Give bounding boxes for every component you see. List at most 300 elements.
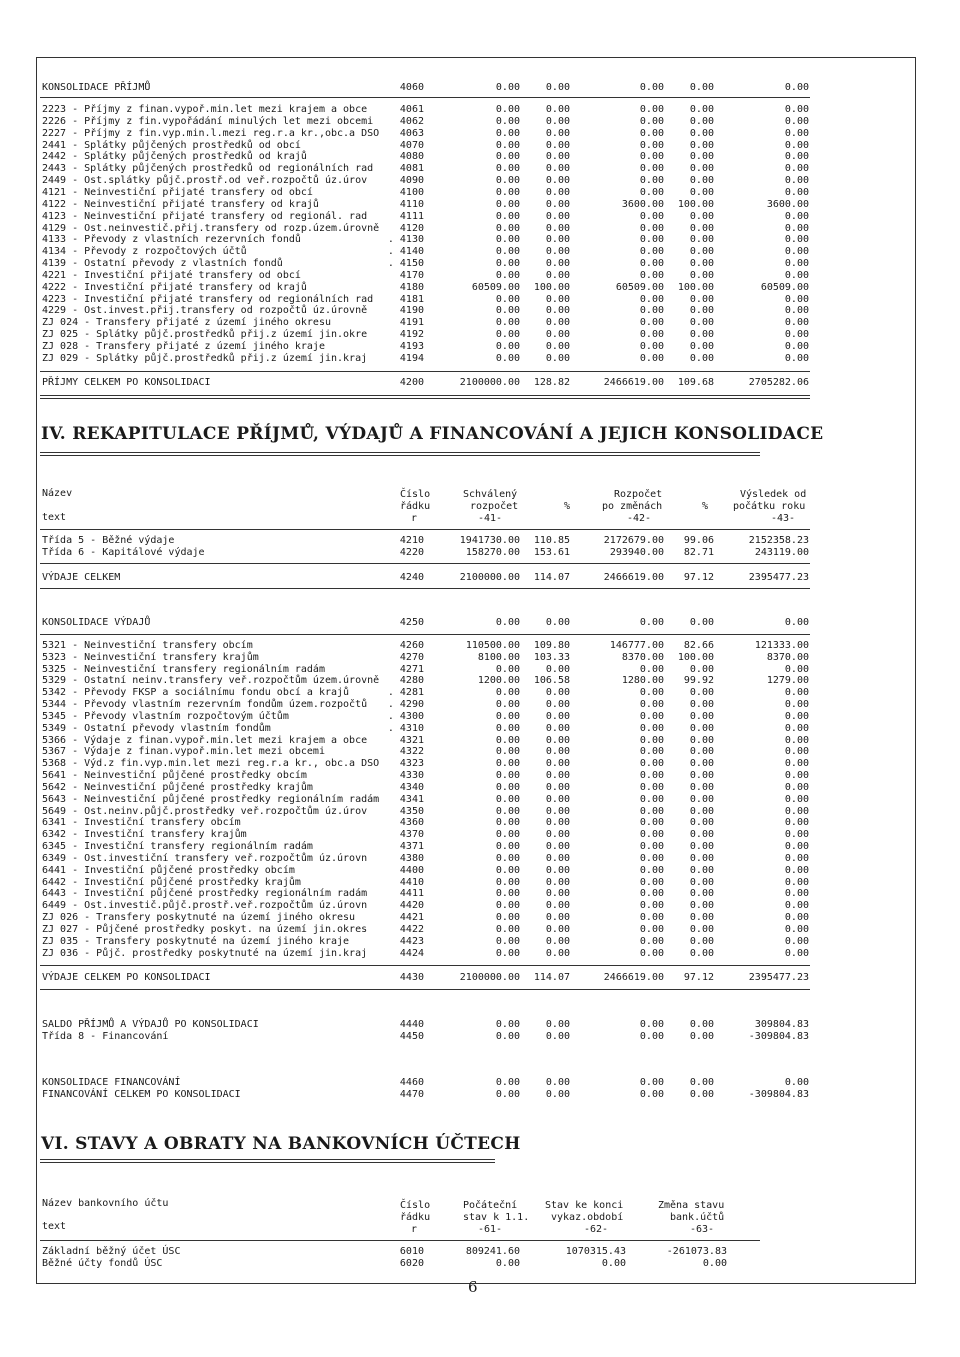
table-row bbox=[0, 770, 960, 782]
pct-adjusted: 0.00 bbox=[689, 617, 714, 628]
row-number: 4424 bbox=[399, 947, 424, 959]
value-adjusted: 0.00 bbox=[639, 234, 664, 246]
table-row bbox=[0, 140, 960, 152]
pct-approved: 109.80 bbox=[533, 640, 570, 651]
financing-total-row bbox=[0, 1089, 960, 1101]
pct-approved: 0.00 bbox=[545, 699, 570, 711]
pct-adjusted: 0.00 bbox=[689, 329, 714, 341]
row-label: 5649 - Ost.neinv.půjč.prostředky veř.rozpočtům úz.úrov bbox=[42, 805, 368, 817]
row-number: 4400 bbox=[399, 864, 424, 876]
balance-change: 0.00 bbox=[702, 1258, 727, 1269]
heading-underline-vi bbox=[40, 1159, 495, 1163]
row-label: ZJ 029 - Splátky půjč.prostředků přij.z území jin.kraj bbox=[42, 352, 368, 364]
pct-adjusted: 0.00 bbox=[689, 1019, 714, 1030]
pct-adjusted: 0.00 bbox=[689, 352, 714, 364]
bank-account-row bbox=[0, 1258, 960, 1270]
value-result: 0.00 bbox=[784, 317, 809, 329]
value-approved: 0.00 bbox=[495, 1077, 520, 1088]
pct-approved: 153.61 bbox=[533, 547, 570, 558]
heading-underline bbox=[40, 452, 760, 456]
value-approved: 2100000.00 bbox=[459, 972, 520, 983]
value-approved: 2100000.00 bbox=[459, 572, 520, 583]
table-row bbox=[0, 199, 960, 211]
value-result: 0.00 bbox=[784, 758, 809, 770]
pct-approved: 0.00 bbox=[545, 175, 570, 187]
row-number: 4341 bbox=[399, 793, 424, 805]
row-label: ZJ 035 - Transfery poskytnuté na území jiného kraje bbox=[42, 935, 350, 947]
value-approved: 158270.00 bbox=[465, 547, 520, 558]
value-approved: 0.00 bbox=[495, 734, 520, 746]
pct-approved: 0.00 bbox=[545, 293, 570, 305]
value-result: 0.00 bbox=[784, 912, 809, 924]
rule bbox=[40, 634, 810, 635]
row-label: 5643 - Neinvestiční půjčené prostředky regionálním radám bbox=[42, 793, 380, 805]
row-number: . 4300 bbox=[387, 710, 424, 722]
table-row bbox=[0, 865, 960, 877]
pct-adjusted: 0.00 bbox=[689, 1031, 714, 1042]
pct-approved: 0.00 bbox=[545, 115, 570, 127]
row-label: 5321 - Neinvestiční transfery obcím bbox=[42, 640, 253, 651]
value-adjusted: 0.00 bbox=[639, 746, 664, 758]
row-number: . 4140 bbox=[387, 246, 424, 258]
row-label: 4129 - Ost.neinvestič.přij.transfery od rozp.územ.úrovně bbox=[42, 222, 380, 234]
row-number: 4322 bbox=[399, 746, 424, 758]
value-adjusted: 0.00 bbox=[639, 864, 664, 876]
row-label: 2449 - Ost.splátky půjč.prostř.od veř.rozpočtů úz.úrov bbox=[42, 175, 368, 187]
pct-adjusted: 0.00 bbox=[689, 864, 714, 876]
pct-adjusted: 0.00 bbox=[689, 305, 714, 317]
col-header-result-1: Výsledek od bbox=[740, 489, 807, 500]
pct-adjusted: 0.00 bbox=[689, 687, 714, 699]
row-number: 4192 bbox=[399, 329, 424, 341]
value-approved: 0.00 bbox=[495, 817, 520, 829]
value-result: 0.00 bbox=[784, 234, 809, 246]
pct-approved: 0.00 bbox=[545, 186, 570, 198]
pct-approved: 0.00 bbox=[545, 317, 570, 329]
value-adjusted: 0.00 bbox=[639, 1019, 664, 1030]
value-adjusted: 293940.00 bbox=[609, 547, 664, 558]
row-number: 4240 bbox=[399, 572, 424, 583]
value-approved: 0.00 bbox=[495, 82, 520, 93]
col-header-pct2: % bbox=[702, 501, 709, 512]
table-row bbox=[0, 924, 960, 936]
pct-approved: 0.00 bbox=[545, 663, 570, 675]
row-number: 4450 bbox=[399, 1031, 424, 1042]
bank-col-header-change-2: bank.účtů bbox=[670, 1212, 725, 1223]
pct-adjusted: 0.00 bbox=[689, 115, 714, 127]
row-label: 4229 - Ost.invest.přij.transfery od rozpočtů úz.úrovně bbox=[42, 305, 368, 317]
account-name: Základní běžný účet ÚSC bbox=[42, 1246, 181, 1257]
pct-approved: 0.00 bbox=[545, 210, 570, 222]
pct-adjusted: 97.12 bbox=[683, 972, 714, 983]
pct-adjusted: 100.00 bbox=[677, 281, 714, 293]
pct-approved: 0.00 bbox=[545, 935, 570, 947]
table-row bbox=[0, 888, 960, 900]
row-number: 4370 bbox=[399, 829, 424, 841]
pct-adjusted: 97.12 bbox=[683, 572, 714, 583]
row-label: 2226 - Příjmy z fin.vypořádání minulých let mezi obcemi bbox=[42, 115, 374, 127]
pct-approved: 0.00 bbox=[545, 793, 570, 805]
pct-adjusted: 82.71 bbox=[683, 547, 714, 558]
pct-adjusted: 0.00 bbox=[689, 793, 714, 805]
row-number: . 4150 bbox=[387, 258, 424, 270]
pct-approved: 0.00 bbox=[545, 876, 570, 888]
row-number: . 4281 bbox=[387, 687, 424, 699]
pct-adjusted: 0.00 bbox=[689, 770, 714, 782]
value-adjusted: 0.00 bbox=[639, 900, 664, 912]
value-result: 2395477.23 bbox=[748, 572, 809, 583]
pct-approved: 0.00 bbox=[545, 352, 570, 364]
pct-approved: 0.00 bbox=[545, 841, 570, 853]
pct-adjusted: 0.00 bbox=[689, 722, 714, 734]
value-result: 0.00 bbox=[784, 1077, 809, 1088]
bank-header-rule bbox=[40, 1240, 760, 1241]
rule bbox=[40, 97, 810, 98]
col-header-approved-3: -41- bbox=[478, 513, 503, 524]
value-result: 8370.00 bbox=[766, 651, 809, 663]
value-result: 3600.00 bbox=[766, 198, 809, 210]
pct-adjusted: 0.00 bbox=[689, 210, 714, 222]
row-label: 2442 - Splátky půjčených prostředků od krajů bbox=[42, 151, 307, 163]
table-row bbox=[0, 711, 960, 723]
value-result: 2705282.06 bbox=[748, 377, 809, 388]
pct-adjusted: 0.00 bbox=[689, 829, 714, 841]
value-result: 0.00 bbox=[784, 104, 809, 115]
class-row bbox=[0, 535, 960, 547]
value-adjusted: 0.00 bbox=[639, 222, 664, 234]
value-result: 0.00 bbox=[784, 82, 809, 93]
value-result: 0.00 bbox=[784, 352, 809, 364]
value-result: 0.00 bbox=[784, 305, 809, 317]
pct-adjusted: 0.00 bbox=[689, 734, 714, 746]
bank-col-header-end-3: -62- bbox=[584, 1224, 609, 1235]
pct-approved: 0.00 bbox=[545, 269, 570, 281]
table-row bbox=[0, 353, 960, 365]
pct-adjusted: 99.06 bbox=[683, 535, 714, 546]
value-approved: 0.00 bbox=[495, 1019, 520, 1030]
pct-adjusted: 109.68 bbox=[677, 377, 714, 388]
row-number: 4350 bbox=[399, 805, 424, 817]
row-number: 4460 bbox=[399, 1077, 424, 1088]
pct-adjusted: 0.00 bbox=[689, 900, 714, 912]
value-adjusted: 0.00 bbox=[639, 151, 664, 163]
pct-adjusted: 0.00 bbox=[689, 923, 714, 935]
value-adjusted: 0.00 bbox=[639, 210, 664, 222]
table-row bbox=[0, 853, 960, 865]
row-number: 4090 bbox=[399, 175, 424, 187]
pct-approved: 0.00 bbox=[545, 104, 570, 115]
expenses-after-consolidation-row bbox=[0, 972, 960, 984]
table-row bbox=[0, 652, 960, 664]
row-label: 4221 - Investiční přijaté transfery od obcí bbox=[42, 269, 301, 281]
table-row bbox=[0, 163, 960, 175]
value-adjusted: 0.00 bbox=[639, 1089, 664, 1100]
row-number: 4440 bbox=[399, 1019, 424, 1030]
row-label: 5329 - Ostatní neinv.transfery veř.rozpočtům územ.úrovně bbox=[42, 675, 380, 687]
value-result: 0.00 bbox=[784, 829, 809, 841]
row-number: 4194 bbox=[399, 352, 424, 364]
rule bbox=[40, 371, 810, 372]
value-result: 309804.83 bbox=[754, 1019, 809, 1030]
col-header-adjusted-1: Rozpočet bbox=[614, 489, 663, 500]
col-header-result-2: počátku roku bbox=[733, 501, 806, 512]
value-adjusted: 0.00 bbox=[639, 269, 664, 281]
bank-col-header-end-1: Stav ke konci bbox=[545, 1200, 624, 1211]
row-label: Třída 6 - Kapitálové výdaje bbox=[42, 547, 205, 558]
value-approved: 0.00 bbox=[495, 151, 520, 163]
value-result: 0.00 bbox=[784, 341, 809, 352]
table-row bbox=[0, 211, 960, 223]
value-approved: 2100000.00 bbox=[459, 377, 520, 388]
row-number: 6010 bbox=[399, 1246, 424, 1257]
col-header-row-3: r bbox=[411, 513, 418, 524]
value-adjusted: 0.00 bbox=[639, 852, 664, 864]
value-approved: 0.00 bbox=[495, 258, 520, 270]
col-header-pct: % bbox=[564, 501, 571, 512]
row-number: 4111 bbox=[399, 210, 424, 222]
table-row bbox=[0, 900, 960, 912]
row-number: 4411 bbox=[399, 888, 424, 900]
pct-approved: 114.07 bbox=[533, 572, 570, 583]
col-header-approved-2: rozpočet bbox=[470, 501, 519, 512]
value-approved: 0.00 bbox=[495, 912, 520, 924]
row-label: 5342 - Převody FKSP a sociálnímu fondu obcí a krajů bbox=[42, 687, 350, 699]
table-row bbox=[0, 936, 960, 948]
value-approved: 0.00 bbox=[495, 805, 520, 817]
value-approved: 0.00 bbox=[495, 341, 520, 352]
row-label: 2227 - Příjmy z fin.vyp.min.l.mezi reg.r.a kr.,obc.a DSO bbox=[42, 127, 380, 139]
row-label: 6342 - Investiční transfery krajům bbox=[42, 829, 247, 841]
row-label: 6443 - Investiční půjčené prostředky regionálním radám bbox=[42, 888, 368, 900]
pct-approved: 0.00 bbox=[545, 900, 570, 912]
value-adjusted: 0.00 bbox=[639, 617, 664, 628]
value-adjusted: 0.00 bbox=[639, 923, 664, 935]
value-result: 0.00 bbox=[784, 246, 809, 258]
value-approved: 0.00 bbox=[495, 923, 520, 935]
pct-adjusted: 0.00 bbox=[689, 104, 714, 115]
row-label: 4133 - Převody z vlastních rezervních fondů bbox=[42, 234, 301, 246]
value-approved: 0.00 bbox=[495, 246, 520, 258]
pct-adjusted: 0.00 bbox=[689, 222, 714, 234]
row-number: 4061 bbox=[399, 104, 424, 115]
value-approved: 0.00 bbox=[495, 781, 520, 793]
pct-approved: 0.00 bbox=[545, 864, 570, 876]
pct-approved: 0.00 bbox=[545, 710, 570, 722]
value-adjusted: 0.00 bbox=[639, 258, 664, 270]
value-result: 0.00 bbox=[784, 876, 809, 888]
value-approved: 0.00 bbox=[495, 293, 520, 305]
value-result: 0.00 bbox=[784, 329, 809, 341]
value-adjusted: 0.00 bbox=[639, 341, 664, 352]
row-label: 5344 - Převody vlastním rezervním fondům územ.rozpočtů bbox=[42, 699, 368, 711]
table-row bbox=[0, 664, 960, 676]
value-approved: 0.00 bbox=[495, 829, 520, 841]
row-label: KONSOLIDACE PŘÍJMŮ bbox=[42, 82, 151, 93]
pct-adjusted: 100.00 bbox=[677, 651, 714, 663]
value-result: 60509.00 bbox=[760, 281, 809, 293]
row-number: 4081 bbox=[399, 163, 424, 175]
pct-approved: 0.00 bbox=[545, 722, 570, 734]
value-adjusted: 0.00 bbox=[639, 734, 664, 746]
value-result: 0.00 bbox=[784, 127, 809, 139]
row-number: 4100 bbox=[399, 186, 424, 198]
value-result: 2395477.23 bbox=[748, 972, 809, 983]
table-row bbox=[0, 782, 960, 794]
row-number: 4190 bbox=[399, 305, 424, 317]
value-approved: 0.00 bbox=[495, 900, 520, 912]
class-row bbox=[0, 547, 960, 559]
value-result: 0.00 bbox=[784, 163, 809, 175]
pct-adjusted: 82.66 bbox=[683, 640, 714, 651]
row-number: . 4290 bbox=[387, 699, 424, 711]
pct-approved: 0.00 bbox=[545, 151, 570, 163]
row-label: 6449 - Ost.investič.půjč.prostř.veř.rozpočtům úz.úrovn bbox=[42, 900, 368, 912]
value-adjusted: 3600.00 bbox=[621, 198, 664, 210]
initial-balance: 809241.60 bbox=[465, 1246, 520, 1257]
row-label: 5368 - Výd.z fin.vyp.min.let mezi reg.r.a kr., obc.a DSO bbox=[42, 758, 380, 770]
table-row bbox=[0, 735, 960, 747]
value-adjusted: 0.00 bbox=[639, 305, 664, 317]
value-result: 0.00 bbox=[784, 781, 809, 793]
end-balance: 0.00 bbox=[601, 1258, 626, 1269]
pct-adjusted: 0.00 bbox=[689, 293, 714, 305]
income-total-row bbox=[0, 377, 960, 389]
value-result: -309804.83 bbox=[748, 1089, 809, 1100]
table-row bbox=[0, 317, 960, 329]
value-adjusted: 2172679.00 bbox=[603, 535, 664, 546]
value-approved: 0.00 bbox=[495, 175, 520, 187]
row-number: 4323 bbox=[399, 758, 424, 770]
pct-adjusted: 99.92 bbox=[683, 675, 714, 687]
table-row bbox=[0, 640, 960, 652]
row-number: 4193 bbox=[399, 341, 424, 352]
value-approved: 0.00 bbox=[495, 139, 520, 151]
section-iv-heading: IV. REKAPITULACE PŘÍJMŮ, VÝDAJŮ A FINANCOVÁNÍ A JEJICH KONSOLIDACE bbox=[41, 424, 824, 444]
row-label: 6349 - Ost.investiční transfery veř.rozpočtům úz.úrovn bbox=[42, 852, 368, 864]
row-label: 4222 - Investiční přijaté transfery od krajů bbox=[42, 281, 307, 293]
rule bbox=[40, 965, 810, 966]
row-number: 4110 bbox=[399, 198, 424, 210]
row-label: 5323 - Neinvestiční transfery krajům bbox=[42, 651, 259, 663]
value-result: 0.00 bbox=[784, 793, 809, 805]
table-row bbox=[0, 806, 960, 818]
row-number: 4200 bbox=[399, 377, 424, 388]
pct-approved: 0.00 bbox=[545, 758, 570, 770]
table-row bbox=[0, 746, 960, 758]
row-label: 4122 - Neinvestiční přijaté transfery od krajů bbox=[42, 198, 319, 210]
bank-col-header-change-1: Změna stavu bbox=[658, 1200, 725, 1211]
value-result: 0.00 bbox=[784, 817, 809, 829]
account-name: Běžné účty fondů ÚSC bbox=[42, 1258, 163, 1269]
row-number: 4380 bbox=[399, 852, 424, 864]
value-result: 121333.00 bbox=[754, 640, 809, 651]
value-adjusted: 0.00 bbox=[639, 888, 664, 900]
row-label: 4123 - Neinvestiční přijaté transfery od regionál. rad bbox=[42, 210, 368, 222]
value-adjusted: 0.00 bbox=[639, 329, 664, 341]
value-result: 0.00 bbox=[784, 293, 809, 305]
value-result: 1279.00 bbox=[766, 675, 809, 687]
row-label: 2443 - Splátky půjčených prostředků od regionálních rad bbox=[42, 163, 374, 175]
pct-approved: 0.00 bbox=[545, 258, 570, 270]
value-adjusted: 0.00 bbox=[639, 947, 664, 959]
value-adjusted: 0.00 bbox=[639, 663, 664, 675]
col-header-result-3: -43- bbox=[771, 513, 796, 524]
pct-approved: 0.00 bbox=[545, 139, 570, 151]
table-row bbox=[0, 223, 960, 235]
value-adjusted: 0.00 bbox=[639, 912, 664, 924]
table-row bbox=[0, 175, 960, 187]
pct-approved: 0.00 bbox=[545, 1077, 570, 1088]
row-label: ZJ 025 - Splátky půjč.prostředků přij.z území jin.okre bbox=[42, 329, 368, 341]
pct-adjusted: 0.00 bbox=[689, 699, 714, 711]
col-header-name: Název bbox=[42, 488, 73, 499]
value-approved: 0.00 bbox=[495, 710, 520, 722]
value-adjusted: 0.00 bbox=[639, 163, 664, 175]
value-approved: 0.00 bbox=[495, 127, 520, 139]
table-row bbox=[0, 270, 960, 282]
saldo-row bbox=[0, 1019, 960, 1031]
value-approved: 0.00 bbox=[495, 770, 520, 782]
pct-adjusted: 0.00 bbox=[689, 781, 714, 793]
table-row bbox=[0, 151, 960, 163]
row-label: ZJ 036 - Půjč. prostředky poskytnuté na území jin.kraj bbox=[42, 947, 368, 959]
row-number: 4430 bbox=[399, 972, 424, 983]
pct-adjusted: 0.00 bbox=[689, 746, 714, 758]
value-adjusted: 0.00 bbox=[639, 317, 664, 329]
value-adjusted: 0.00 bbox=[639, 127, 664, 139]
value-adjusted: 0.00 bbox=[639, 935, 664, 947]
row-number: 4280 bbox=[399, 675, 424, 687]
row-label: 6441 - Investiční půjčené prostředky obcím bbox=[42, 864, 295, 876]
row-label: 4121 - Neinvestiční přijaté transfery od obcí bbox=[42, 186, 313, 198]
bank-account-row bbox=[0, 1246, 960, 1258]
value-adjusted: 2466619.00 bbox=[603, 572, 664, 583]
row-label: 2223 - Příjmy z finan.vypoř.min.let mezi krajem a obce bbox=[42, 104, 368, 115]
value-result: 0.00 bbox=[784, 852, 809, 864]
table-row bbox=[0, 699, 960, 711]
row-number: 4080 bbox=[399, 151, 424, 163]
value-result: 0.00 bbox=[784, 770, 809, 782]
value-adjusted: 0.00 bbox=[639, 805, 664, 817]
value-result: 0.00 bbox=[784, 210, 809, 222]
table-row bbox=[0, 723, 960, 735]
rule bbox=[40, 588, 810, 589]
pct-adjusted: 0.00 bbox=[689, 151, 714, 163]
value-approved: 0.00 bbox=[495, 699, 520, 711]
pct-approved: 0.00 bbox=[545, 341, 570, 352]
pct-adjusted: 0.00 bbox=[689, 175, 714, 187]
value-result: 0.00 bbox=[784, 139, 809, 151]
row-number: 4330 bbox=[399, 770, 424, 782]
value-adjusted: 2466619.00 bbox=[603, 972, 664, 983]
end-balance: 1070315.43 bbox=[565, 1246, 626, 1257]
value-adjusted: 0.00 bbox=[639, 841, 664, 853]
value-result: 0.00 bbox=[784, 186, 809, 198]
row-label: 5642 - Neinvestiční půjčené prostředky krajům bbox=[42, 781, 313, 793]
pct-approved: 0.00 bbox=[545, 770, 570, 782]
value-adjusted: 0.00 bbox=[639, 722, 664, 734]
section-vi-heading: VI. STAVY A OBRATY NA BANKOVNÍCH ÚČTECH bbox=[41, 1134, 521, 1154]
value-approved: 0.00 bbox=[495, 888, 520, 900]
value-result: -309804.83 bbox=[748, 1031, 809, 1042]
pct-adjusted: 0.00 bbox=[689, 841, 714, 853]
page-number: 6 bbox=[468, 1278, 478, 1296]
row-label: Třída 8 - Financování bbox=[42, 1031, 169, 1042]
row-label: 6345 - Investiční transfery regionálním radám bbox=[42, 841, 313, 853]
value-approved: 60509.00 bbox=[471, 281, 520, 293]
pct-adjusted: 0.00 bbox=[689, 234, 714, 246]
table-row bbox=[0, 687, 960, 699]
